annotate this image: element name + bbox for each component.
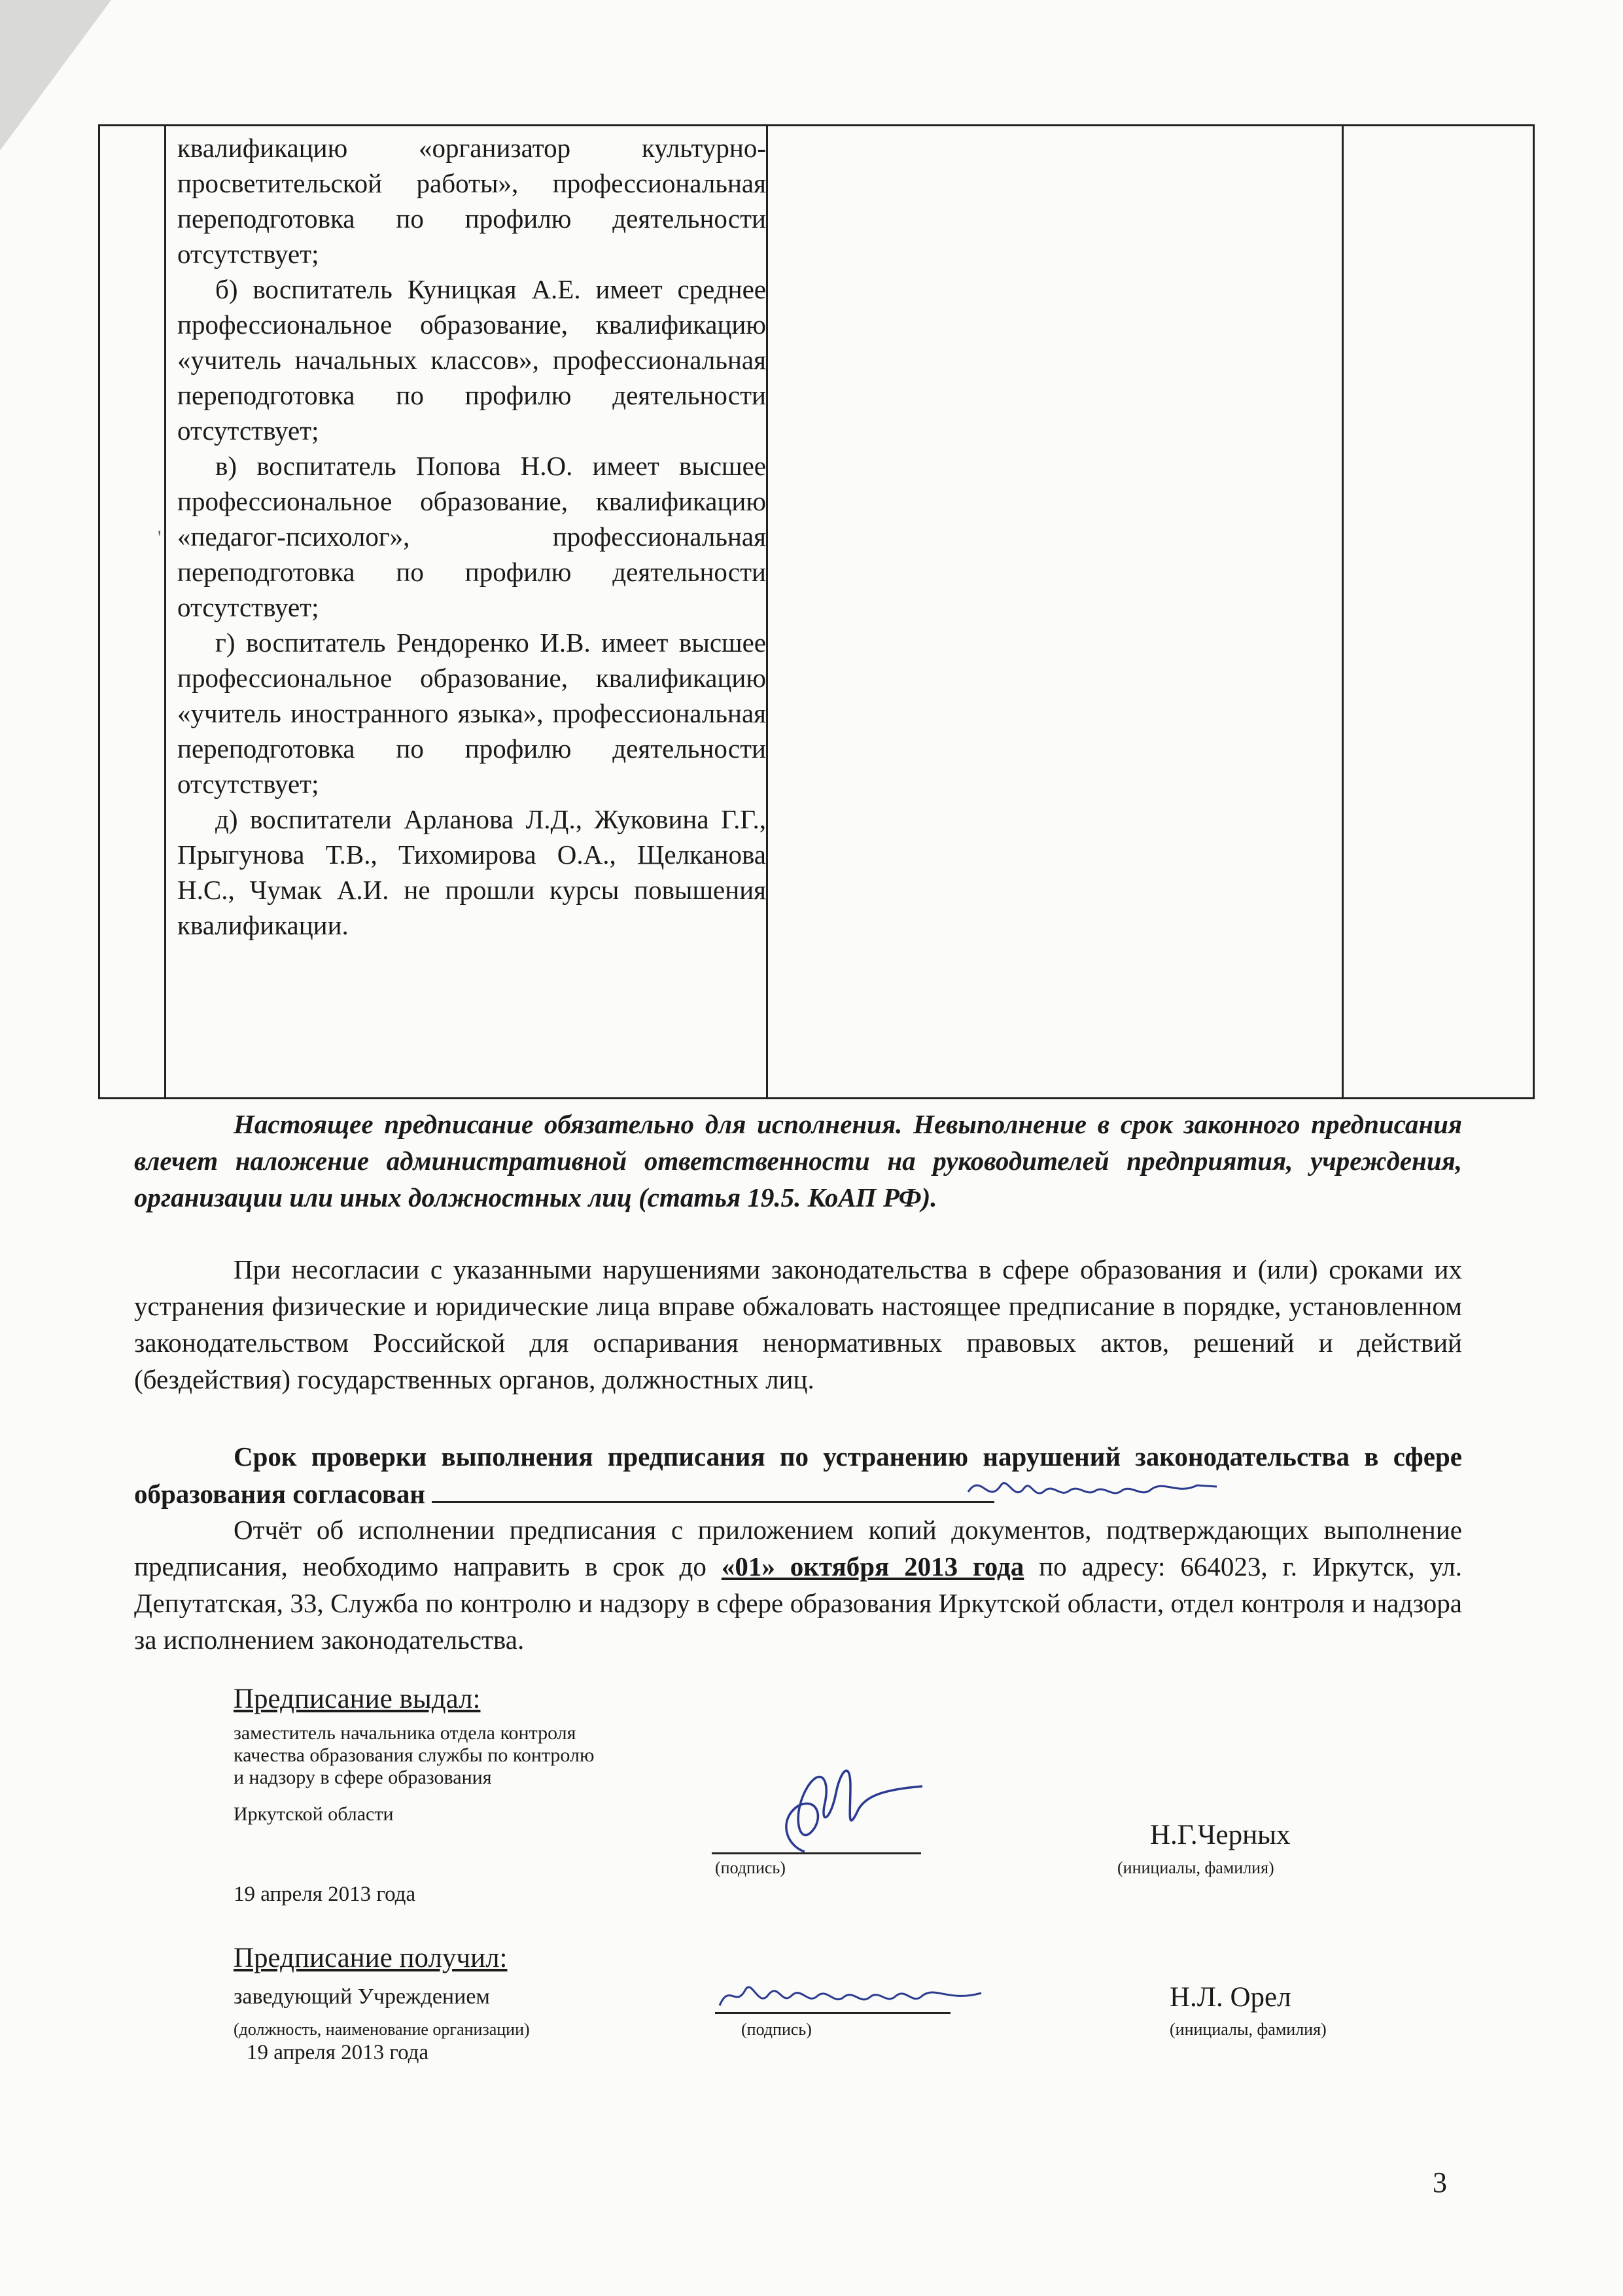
receiver-position-caption: (должность, наименование организации) bbox=[234, 2020, 530, 2039]
mandatory-notice: Настоящее предписание обязательно для исполнения. Невыполнение в срок законного предписания влечет наложение административной ответственности на руководителей предприятия, учреждения, организации или иных должностных лиц (статья 19.5. КоАП РФ). bbox=[134, 1109, 1462, 1212]
violation-paragraph: в) воспитатель Попова Н.О. имеет высшее профессиональное образование, квалификацию «педагог-психолог», профессиональная переподготовка по профилю деятельности отсутствует; bbox=[177, 451, 766, 622]
receiver-signature bbox=[713, 1969, 988, 2022]
page-corner-shadow bbox=[0, 0, 111, 150]
table-column-divider bbox=[164, 126, 166, 1097]
appeal-paragraph: При несогласии с указанными нарушениями законодательства в сфере образования и (или) сроками их устранения физические и юридические лица вправе обжаловать настоящее предписание в порядке, установленном законодательством Российской для оспаривания ненормативных правовых актов, решений и действий (бездействия) государственных органов, должностных лиц. bbox=[134, 1254, 1462, 1394]
violation-paragraph: г) воспитатель Рендоренко И.В. имеет высшее профессиональное образование, квалификацию «учитель иностранного языка», профессиональная переподготовка по профилю деятельности отсутствует; bbox=[177, 627, 766, 799]
agreement-signature bbox=[962, 1466, 1223, 1518]
violations-table bbox=[98, 124, 1535, 1099]
violation-paragraph: д) воспитатели Арланова Л.Д., Жуковина Г.Г., Прыгунова Т.В., Тихомирова О.А., Щелканова Н.С., Чумак А.И. не прошли курсы повышения квалификации. bbox=[177, 804, 766, 940]
receiver-name-caption: (инициалы, фамилия) bbox=[1170, 2020, 1327, 2039]
issued-heading: Предписание выдал: bbox=[234, 1684, 481, 1714]
issuer-name-caption: (инициалы, фамилия) bbox=[1117, 1858, 1274, 1877]
table-column-divider bbox=[1342, 126, 1344, 1097]
issued-date: 19 апреля 2013 года bbox=[234, 1882, 416, 1906]
received-date: 19 апреля 2013 года bbox=[247, 2041, 429, 2064]
issuer-position: заместитель начальника отдела контроля качества образования службы по контролю и надзору в сфере образования Иркутской области bbox=[234, 1722, 595, 1825]
issuer-name: Н.Г.Черных bbox=[1150, 1820, 1291, 1850]
report-paragraph: Отчёт об исполнении предписания с приложением копий документов, подтверждающих выполнение предписания, необходимо направить в срок до «01» октября 2013 года по адресу: 664023, г. Иркутск, ул. Депутатская, 33, Служба по контролю и надзору в сфере образования Иркутской области, отдел контроля и надзора за исполнением законодательства. bbox=[134, 1515, 1463, 1655]
receiver-name: Н.Л. Орел bbox=[1170, 1982, 1291, 2013]
issuer-signature-caption: (подпись) bbox=[715, 1858, 786, 1877]
issuer-signature bbox=[759, 1734, 929, 1865]
deadline-check-paragraph bbox=[134, 1438, 1462, 1512]
received-heading: Предписание получил: bbox=[234, 1943, 508, 1973]
margin-mark: ' bbox=[158, 527, 162, 548]
page-number: 3 bbox=[1433, 2166, 1447, 2199]
violations-cell bbox=[177, 130, 766, 943]
violation-paragraph: б) воспитатель Куницкая А.Е. имеет среднее профессиональное образование, квалификацию «учитель начальных классов», профессиональная переподготовка по профилю деятельности отсутствует; bbox=[177, 274, 766, 446]
receiver-position: заведующий Учреждением bbox=[234, 1985, 490, 2009]
table-column-divider bbox=[766, 126, 768, 1097]
receiver-signature-caption: (подпись) bbox=[741, 2020, 812, 2039]
violation-paragraph: квалификацию «организатор культурно-просветительской работы», профессиональная переподготовка по профилю деятельности отсутствует; bbox=[177, 133, 766, 269]
deadline-check-text: Срок проверки выполнения предписания по устранению нарушений законодательства в сфере образования согласован bbox=[134, 1441, 1462, 1509]
report-deadline-date: «01» октября 2013 года bbox=[721, 1551, 1024, 1581]
agreement-signature-line bbox=[432, 1475, 994, 1503]
